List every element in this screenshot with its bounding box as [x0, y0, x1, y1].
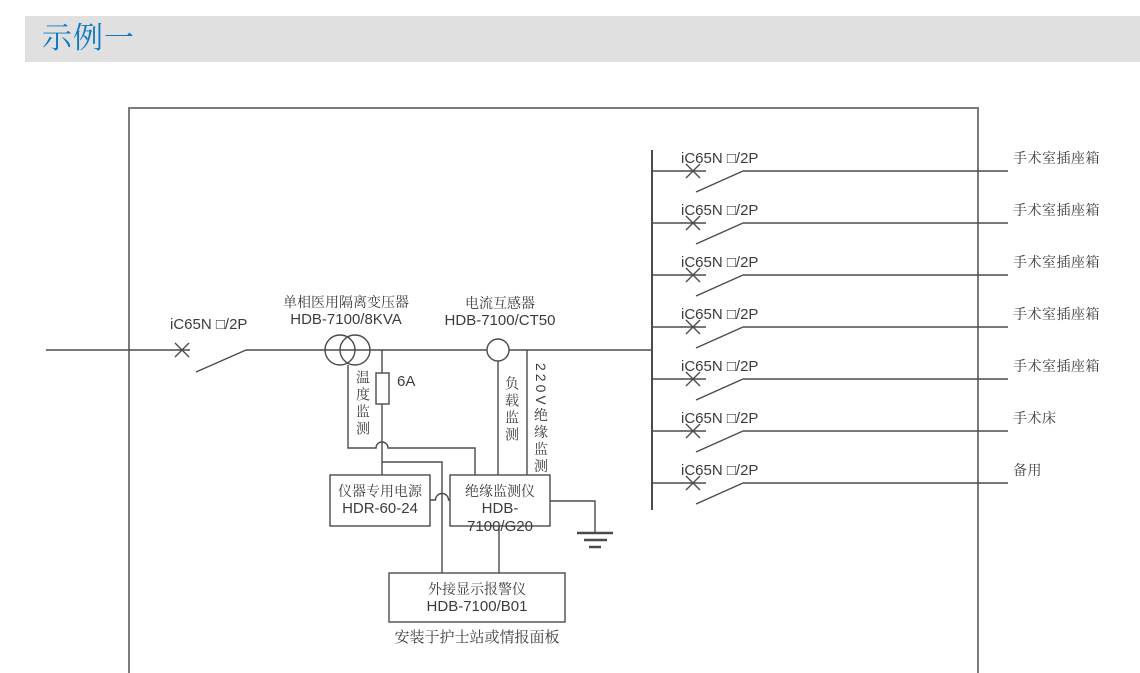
current-transformer-model: HDB-7100/CT50 [444, 312, 556, 329]
branch-load-label: 手术室插座箱 [1013, 358, 1100, 374]
branch-breaker-label: iC65N □/2P [681, 254, 759, 271]
transformer-model: HDB-7100/8KVA [290, 311, 402, 328]
alarm-display-model: HDB-7100/B01 [426, 598, 528, 615]
branch-load-label: 手术室插座箱 [1013, 150, 1100, 166]
branch-breaker-label: iC65N □/2P [681, 150, 759, 167]
branch-breaker-label: iC65N □/2P [681, 202, 759, 219]
aux-power-box-label [330, 482, 430, 518]
insulation-monitor-name: 绝缘监测仪 [465, 483, 535, 499]
branch-breaker-symbol [652, 424, 1008, 452]
alarm-display-box-label [389, 580, 565, 616]
branch-breaker-symbol [652, 476, 1008, 504]
incoming-breaker-symbol [46, 343, 652, 372]
current-transformer-label [418, 295, 582, 329]
branch-breaker-symbol [652, 164, 1008, 192]
aux-to-monitor-connector [430, 494, 450, 500]
branch-load-label: 手术室插座箱 [1013, 306, 1100, 322]
transformer-name: 单相医用隔离变压器 [283, 294, 409, 310]
branch-breaker-label: iC65N □/2P [681, 306, 759, 323]
transformer-label [262, 294, 430, 328]
aux-power-model: HDR-60-24 [342, 500, 418, 517]
temperature-monitor-label: 温度监测 [355, 370, 371, 438]
branch-breaker-label: iC65N □/2P [681, 462, 759, 479]
branch-breaker-symbol [652, 268, 1008, 296]
branch-load-label: 手术室插座箱 [1013, 202, 1100, 218]
branch-breaker-symbol [652, 372, 1008, 400]
alarm-note: 安装于护士站或情报面板 [394, 629, 560, 646]
branch-load-label: 手术床 [1013, 410, 1057, 426]
load-monitor-label: 负载监测 [504, 376, 520, 444]
fuse-label: 6A [397, 373, 416, 390]
branch-breaker-symbol [652, 320, 1008, 348]
branch-load-label: 手术室插座箱 [1013, 254, 1100, 270]
ground-icon [550, 501, 613, 547]
current-transformer-name: 电流互感器 [465, 295, 535, 311]
branch-breaker-label: iC65N □/2P [681, 410, 759, 427]
page-title: 示例一 [42, 22, 135, 55]
aux-power-name: 仪器专用电源 [338, 483, 422, 499]
fuse-symbol [376, 350, 389, 475]
branch-load-label: 备用 [1013, 462, 1042, 478]
insulation-monitor-label: 220V绝缘监测 [533, 363, 549, 476]
insulation-monitor-model: HDB-7100/G20 [467, 500, 533, 535]
branch-breaker-label: iC65N □/2P [681, 358, 759, 375]
branch-breaker-symbol [652, 216, 1008, 244]
incoming-breaker-label: iC65N □/2P [170, 316, 248, 333]
current-transformer-symbol [487, 339, 509, 361]
insulation-monitor-box-label [450, 482, 550, 536]
alarm-display-name: 外接显示报警仪 [428, 581, 526, 597]
